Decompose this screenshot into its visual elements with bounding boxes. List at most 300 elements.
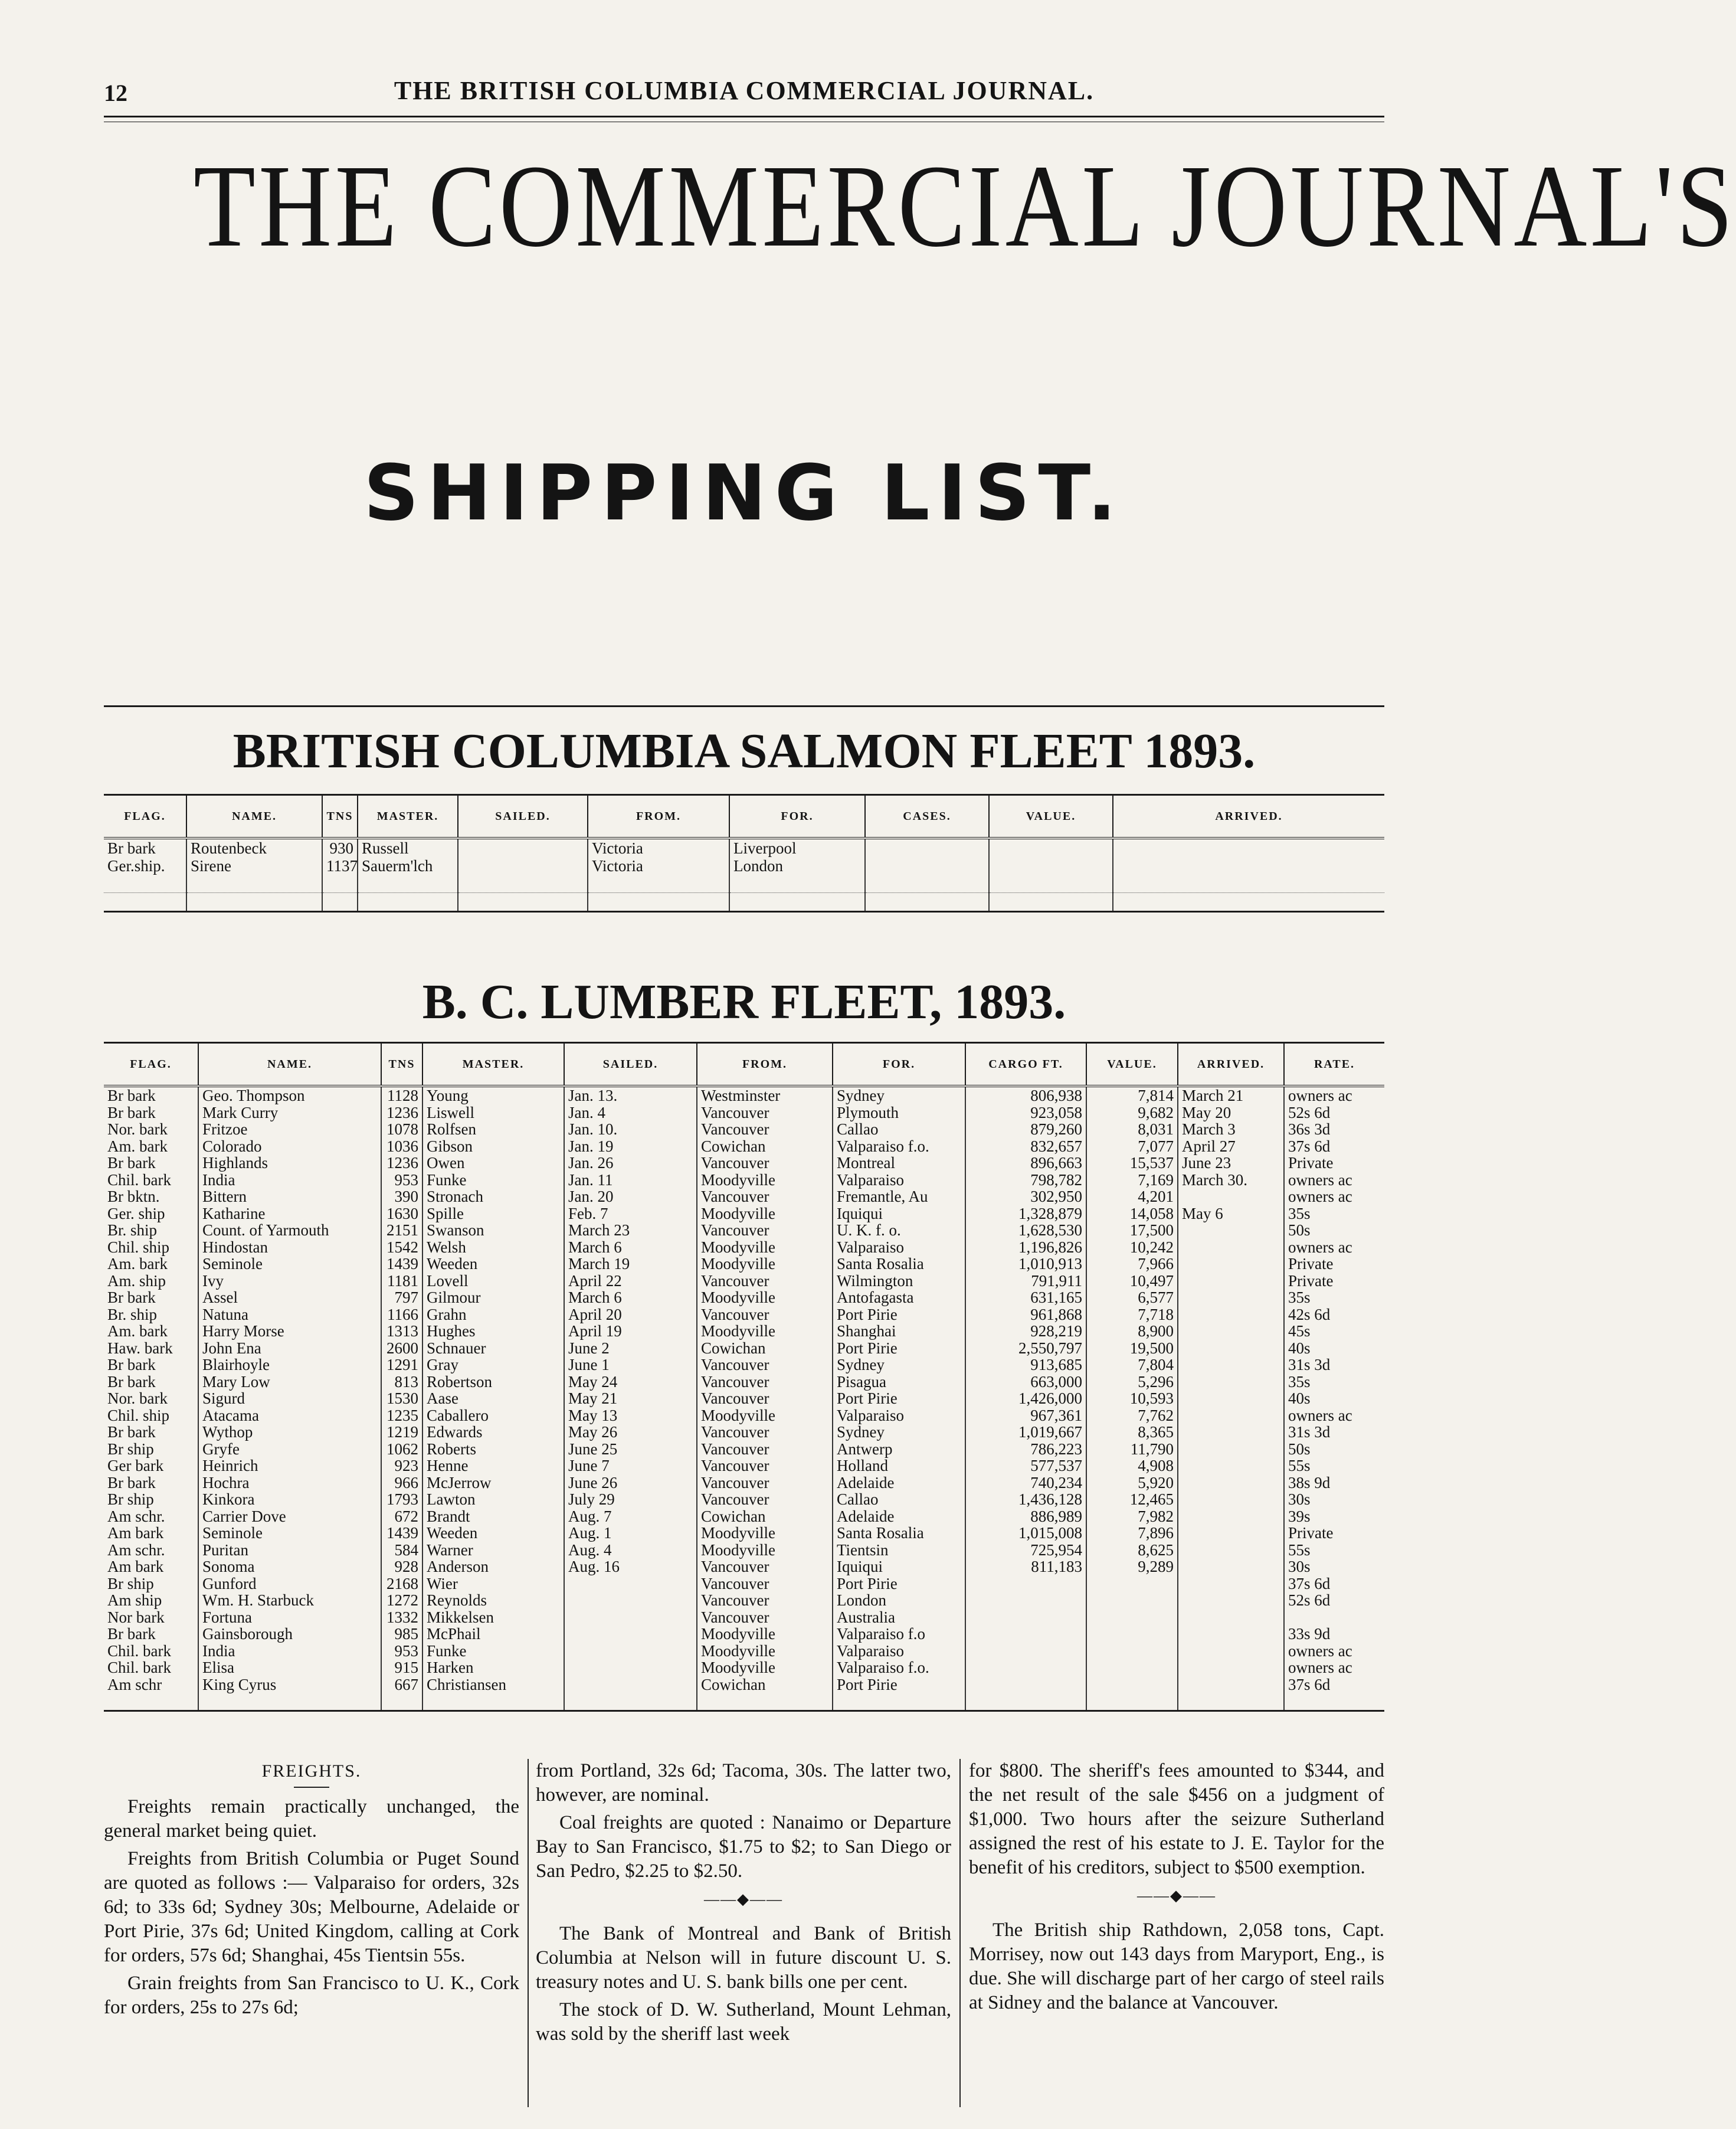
table-cell: Gunford [198,1575,381,1592]
table-cell: 35s [1284,1205,1384,1222]
table-cell: 7,718 [1086,1306,1178,1323]
table-cell: June 7 [564,1457,697,1474]
table-cell: Aug. 7 [564,1508,697,1525]
table-cell: Spille [422,1205,564,1222]
empty-cell [458,875,588,893]
paragraph: Grain freights from San Francisco to U. K., Cork for orders, 25s to 27s 6d; [104,1973,519,2018]
table-cell: Cowichan [697,1676,833,1693]
table-cell: 1439 [381,1255,422,1273]
table-cell: Nor bark [107,1608,165,1626]
table-cell: Kinkora [198,1491,381,1508]
table-cell: Jan. 10. [564,1121,697,1138]
table-cell [965,1659,1086,1676]
table-cell: owners ac [1284,1172,1384,1189]
paragraph: The stock of D. W. Sutherland, Mount Lehman, was sold by the sheriff last week [536,1999,951,2045]
table-cell: 1,019,667 [965,1424,1086,1441]
paragraph: for $800. The sheriff's fees amounted to $344, and the net result of the sale $456 on a judgment of $1,000. Two hours after the seizure Sutherland assigned the rest of his estate to J. E. Taylor for the benefit of his creditors, subject to $500 exemption. [969,1760,1384,1878]
table-cell: Br bark [107,1473,156,1492]
table-cell: Br bark [107,1154,156,1172]
blank-row [104,1693,1384,1711]
column-2 [536,1759,951,2050]
table-cell: Vancouver [697,1474,833,1492]
heading-rule [294,1787,329,1788]
empty-cell [358,893,458,912]
paragraph: Coal freights are quoted : Nanaimo or Departure Bay to San Francisco, $1.75 to $2; to San Diego or San Pedro, $2.25 to $2.50. [536,1812,951,1882]
table-cell: 7,814 [1086,1086,1178,1104]
table-row [104,1508,1384,1525]
table-cell: Valparaiso f.o [833,1626,965,1643]
head-rule [104,116,1384,117]
table-cell: Am. bark [107,1255,168,1273]
journal-name: THE BRITISH COLUMBIA COMMERCIAL JOURNAL. [394,76,1095,105]
table-row [104,1659,1384,1676]
table-cell: 928,219 [965,1323,1086,1340]
table-cell: Grahn [422,1306,564,1323]
table-cell [458,857,588,875]
table-cell: Br. ship [107,1305,158,1323]
table-cell: Liswell [422,1104,564,1121]
table-cell: 1,628,530 [965,1222,1086,1239]
column-3 [969,1759,1384,2019]
table-cell: McJerrow [422,1474,564,1492]
paragraph: Freights from British Columbia or Puget Sound are quoted as follows :— Valparaiso for orders, 32s 6d; to 33s 6d; Sydney 30s; Melbourne, Adelaide or Port Pirie, 37s 6d; United Kingdom, calling at Cork for orders, 57s 6d; Shanghai, 45s Tientsin 55s. [104,1848,519,1966]
table-cell: Katharine [198,1205,381,1222]
freights-heading: FREIGHTS. [261,1761,362,1781]
table-cell [1178,1441,1284,1458]
table-cell: 37s 6d [1284,1676,1384,1693]
empty-cell [865,875,989,893]
empty-cell [1113,893,1384,912]
table-cell: April 20 [564,1306,697,1323]
table-cell: Moodyville [697,1542,833,1559]
table-cell: March 3 [1178,1121,1284,1138]
table-cell: Callao [833,1121,965,1138]
table-cell: Br bktn. [107,1188,160,1206]
table-cell: 631,165 [965,1289,1086,1306]
table-cell: Funke [422,1643,564,1660]
table-cell [1086,1592,1178,1609]
paragraph: The British ship Rathdown, 2,058 tons, Capt. Morrisey, now out 143 days from Maryport, Eng., is due. She will discharge part of her cargo of steel rails at Sidney and the balance at Vancouver. [969,1919,1384,2013]
empty-cell [989,893,1113,912]
empty-cell [588,875,729,893]
empty-cell [729,875,865,893]
column-header: SAILED. [458,795,588,839]
table-cell: Br bark [107,1625,156,1643]
table-cell: 9,682 [1086,1104,1178,1121]
table-cell: 5,920 [1086,1474,1178,1492]
table-cell: 663,000 [965,1373,1086,1391]
table-cell: Mark Curry [198,1104,381,1121]
table-row [104,1121,1384,1138]
table-cell [1086,1676,1178,1693]
table-cell: March 23 [564,1222,697,1239]
table-cell [965,1643,1086,1660]
table-cell: 786,223 [965,1441,1086,1458]
table-cell [1086,1626,1178,1643]
table-cell: 35s [1284,1289,1384,1306]
lumber-fleet-table [104,1042,1384,1712]
table-cell: 12,465 [1086,1491,1178,1508]
column-header: VALUE. [1086,1043,1178,1087]
table-cell: Vancouver [697,1273,833,1290]
shipping-list-title: SHIPPING LIST. [363,448,1125,538]
table-cell: Hochra [198,1474,381,1492]
table-cell: Br. ship [107,1221,158,1240]
table-cell: 985 [381,1626,422,1643]
table-row [104,1373,1384,1391]
table-cell: 52s 6d [1284,1592,1384,1609]
table-cell: 7,982 [1086,1508,1178,1525]
table-cell: 5,296 [1086,1373,1178,1391]
table-cell: June 23 [1178,1155,1284,1172]
table-cell: Sydney [833,1424,965,1441]
table-cell: Vancouver [697,1306,833,1323]
table-cell: Shanghai [833,1323,965,1340]
table-row [104,1138,1384,1155]
table-cell: Anderson [422,1558,564,1575]
empty-cell [1284,1693,1384,1711]
blank-row [104,893,1384,912]
table-cell [1178,1239,1284,1256]
table-cell: 791,911 [965,1273,1086,1290]
table-cell [564,1659,697,1676]
table-cell: Ger. ship [107,1204,165,1222]
empty-cell [104,1693,198,1711]
table-cell: Br bark [107,1288,156,1307]
table-cell [865,838,989,857]
empty-cell [588,893,729,912]
table-cell: Vancouver [697,1491,833,1508]
table-row [104,1390,1384,1407]
table-cell: Vancouver [697,1592,833,1609]
table-row [104,1626,1384,1643]
table-cell [1178,1491,1284,1508]
paragraph: Freights remain practically unchanged, the general market being quiet. [104,1796,519,1842]
table-cell: Valparaiso [833,1643,965,1660]
table-cell: 967,361 [965,1407,1086,1424]
table-cell: owners ac [1284,1407,1384,1424]
table-cell: March 30. [1178,1172,1284,1189]
table-cell: 1793 [381,1491,422,1508]
column-header: NAME. [198,1043,381,1087]
table-cell [564,1609,697,1626]
table-cell: Sydney [833,1356,965,1373]
table-cell: 1181 [381,1273,422,1290]
table-cell: Henne [422,1457,564,1474]
table-cell: 30s [1284,1491,1384,1508]
table-cell: Vancouver [697,1188,833,1205]
table-cell: June 25 [564,1441,697,1458]
table-cell: Ger.ship. [107,857,165,875]
freights-columns [104,1759,1384,2113]
table-cell: 10,242 [1086,1239,1178,1256]
table-cell: 6,577 [1086,1289,1178,1306]
table-cell: 886,989 [965,1508,1086,1525]
table-cell: Stronach [422,1188,564,1205]
table-cell: Private [1284,1525,1384,1542]
column-header: MASTER. [422,1043,564,1087]
table-cell: Adelaide [833,1508,965,1525]
column-header: FOR. [729,795,865,839]
table-cell: Atacama [198,1407,381,1424]
empty-cell [865,893,989,912]
column-header: TNS [381,1043,422,1087]
masthead-title: THE COMMERCIAL JOURNAL'S [193,141,1736,272]
empty-cell [989,875,1113,893]
table-cell: Iquiqui [833,1205,965,1222]
table-cell [564,1643,697,1660]
table-cell: Victoria [588,857,729,875]
table-cell [1178,1525,1284,1542]
column-divider [959,1759,961,2107]
empty-cell [564,1693,697,1711]
table-cell: 1439 [381,1525,422,1542]
table-cell: Puritan [198,1542,381,1559]
table-cell [1178,1457,1284,1474]
table-cell: Sonoma [198,1558,381,1575]
table-cell: Callao [833,1491,965,1508]
ornament-divider: ——◆—— [1137,1887,1216,1904]
table-cell: April 27 [1178,1138,1284,1155]
table-cell: 797 [381,1289,422,1306]
table-cell: Vancouver [697,1424,833,1441]
column-header: CASES. [865,795,989,839]
table-cell: Wilmington [833,1273,965,1290]
table-cell: Heinrich [198,1457,381,1474]
table-cell: Sirene [186,857,322,875]
table-cell: Am schr. [107,1507,165,1525]
table-cell: Am. ship [107,1271,166,1290]
empty-cell [422,1693,564,1711]
table-cell: 740,234 [965,1474,1086,1492]
table-row [104,857,1384,875]
table-cell: Seminole [198,1525,381,1542]
table-cell: 390 [381,1188,422,1205]
table-cell: 8,365 [1086,1424,1178,1441]
table-cell: Port Pirie [833,1676,965,1693]
table-cell: Cowichan [697,1138,833,1155]
table-cell: 577,537 [965,1457,1086,1474]
table-cell: Vancouver [697,1104,833,1121]
table-cell: 45s [1284,1323,1384,1340]
table-cell: 8,031 [1086,1121,1178,1138]
table-cell: Moodyville [697,1643,833,1660]
table-cell [564,1626,697,1643]
table-cell: Ger bark [107,1457,164,1475]
table-cell: May 21 [564,1390,697,1407]
table-cell: 2600 [381,1340,422,1357]
empty-cell [1178,1693,1284,1711]
table-cell: March 6 [564,1289,697,1306]
empty-cell [697,1693,833,1711]
table-cell: Sydney [833,1086,965,1104]
table-cell: 37s 6d [1284,1575,1384,1592]
table-cell: Chil. bark [107,1659,171,1677]
table-cell [1086,1575,1178,1592]
table-cell: Wm. H. Starbuck [198,1592,381,1609]
table-cell: Young [422,1086,564,1104]
table-cell: 1,426,000 [965,1390,1086,1407]
table-cell: 50s [1284,1222,1384,1239]
table-cell: 813 [381,1373,422,1391]
table-cell: Antofagasta [833,1289,965,1306]
column-header: TNS [322,795,358,839]
table-cell [1178,1306,1284,1323]
column-header: FROM. [588,795,729,839]
table-cell: Nor. bark [107,1389,168,1408]
table-cell: 11,790 [1086,1441,1178,1458]
table-cell: Br ship [107,1574,154,1592]
table-cell: Owen [422,1155,564,1172]
table-cell: 7,169 [1086,1172,1178,1189]
table-cell: Elisa [198,1659,381,1676]
empty-cell [458,893,588,912]
table-cell: Am schr [107,1675,162,1693]
table-cell: Sigurd [198,1390,381,1407]
table-cell: July 29 [564,1491,697,1508]
table-cell: Am bark [107,1558,164,1576]
table-cell: McPhail [422,1626,564,1643]
table-cell: 966 [381,1474,422,1492]
table-cell: Vancouver [697,1609,833,1626]
table-cell [1178,1188,1284,1205]
table-cell: Chil. bark [107,1641,171,1660]
table-cell: Br bark [107,1423,156,1441]
table-cell: Gryfe [198,1441,381,1458]
table-cell: 1236 [381,1104,422,1121]
table-cell [1178,1575,1284,1592]
table-cell: Lovell [422,1273,564,1290]
table-cell: 2168 [381,1575,422,1592]
table-cell: Reynolds [422,1592,564,1609]
table-cell: Moodyville [697,1525,833,1542]
table-cell: Wier [422,1575,564,1592]
table-row [104,1172,1384,1189]
table-row [104,1424,1384,1441]
table-cell: 30s [1284,1558,1384,1575]
column-header: MASTER. [358,795,458,839]
table-cell: Br bark [107,1087,156,1105]
table-cell: Gilmour [422,1289,564,1306]
table-cell: May 26 [564,1424,697,1441]
table-cell: Brandt [422,1508,564,1525]
table-cell: Liverpool [729,838,865,857]
table-cell: Port Pirie [833,1340,965,1357]
table-cell: Br ship [107,1490,154,1509]
table-cell: Aase [422,1390,564,1407]
table-cell [1086,1659,1178,1676]
table-cell: Highlands [198,1155,381,1172]
lumber-fleet-title: B. C. LUMBER FLEET, 1893. [422,974,1066,1029]
table-row [104,1407,1384,1424]
table-cell [1178,1659,1284,1676]
table-cell: 1137 [322,857,358,875]
table-cell: 1166 [381,1306,422,1323]
empty-cell [381,1693,422,1711]
empty-cell [322,893,358,912]
table-cell [564,1676,697,1693]
table-cell [989,857,1113,875]
table-cell [1178,1407,1284,1424]
table-cell: Chil. bark [107,1170,171,1189]
table-cell: Ivy [198,1273,381,1290]
table-cell: Roberts [422,1441,564,1458]
table-cell: 1,436,128 [965,1491,1086,1508]
table-cell: 923,058 [965,1104,1086,1121]
table-cell: Fortuna [198,1609,381,1626]
table-row [104,1340,1384,1357]
table-cell [1178,1592,1284,1609]
table-cell: 806,938 [965,1086,1086,1104]
table-cell [1178,1609,1284,1626]
empty-cell [186,893,322,912]
table-cell: 1,015,008 [965,1525,1086,1542]
table-cell: Christiansen [422,1676,564,1693]
table-cell: May 13 [564,1407,697,1424]
table-row [104,1222,1384,1239]
table-cell: 42s 6d [1284,1306,1384,1323]
table-cell: Gray [422,1356,564,1373]
table-cell: May 24 [564,1373,697,1391]
table-cell: Moodyville [697,1626,833,1643]
table-cell: King Cyrus [198,1676,381,1693]
table-cell: Valparaiso [833,1407,965,1424]
table-cell [1178,1542,1284,1559]
table-cell: 1219 [381,1424,422,1441]
table-cell: April 22 [564,1273,697,1290]
table-cell [1178,1676,1284,1693]
table-cell: Vancouver [697,1457,833,1474]
table-cell: 4,201 [1086,1188,1178,1205]
table-row [104,1441,1384,1458]
table-cell: Moodyville [697,1289,833,1306]
table-cell: Vancouver [697,1441,833,1458]
salmon-fleet-title: BRITISH COLUMBIA SALMON FLEET 1893. [232,724,1256,779]
table-cell: 953 [381,1643,422,1660]
table-cell: Moodyville [697,1323,833,1340]
table-cell [965,1592,1086,1609]
table-cell [1086,1609,1178,1626]
table-cell [1178,1508,1284,1525]
empty-cell [322,875,358,893]
table-cell: Am schr. [107,1541,165,1559]
empty-cell [1113,875,1384,893]
table-cell: Chil. ship [107,1406,170,1424]
table-cell [989,838,1113,857]
table-cell [458,838,588,857]
table-cell: 1630 [381,1205,422,1222]
column-divider [528,1759,529,2107]
table-cell [1178,1626,1284,1643]
table-row [104,1592,1384,1609]
table-cell: 915 [381,1659,422,1676]
table-cell: 1235 [381,1407,422,1424]
column-header: FOR. [833,1043,965,1087]
table-cell: Vancouver [697,1575,833,1592]
table-row [104,1086,1384,1104]
table-cell: 896,663 [965,1155,1086,1172]
table-cell: Hindostan [198,1239,381,1256]
table-row [104,1239,1384,1256]
table-cell: Seminole [198,1255,381,1273]
table-cell: 10,497 [1086,1273,1178,1290]
empty-cell [965,1693,1086,1711]
table-cell: Aug. 16 [564,1558,697,1575]
table-cell [1086,1643,1178,1660]
table-cell: 7,804 [1086,1356,1178,1373]
column-header: SAILED. [564,1043,697,1087]
table-cell: 1078 [381,1121,422,1138]
